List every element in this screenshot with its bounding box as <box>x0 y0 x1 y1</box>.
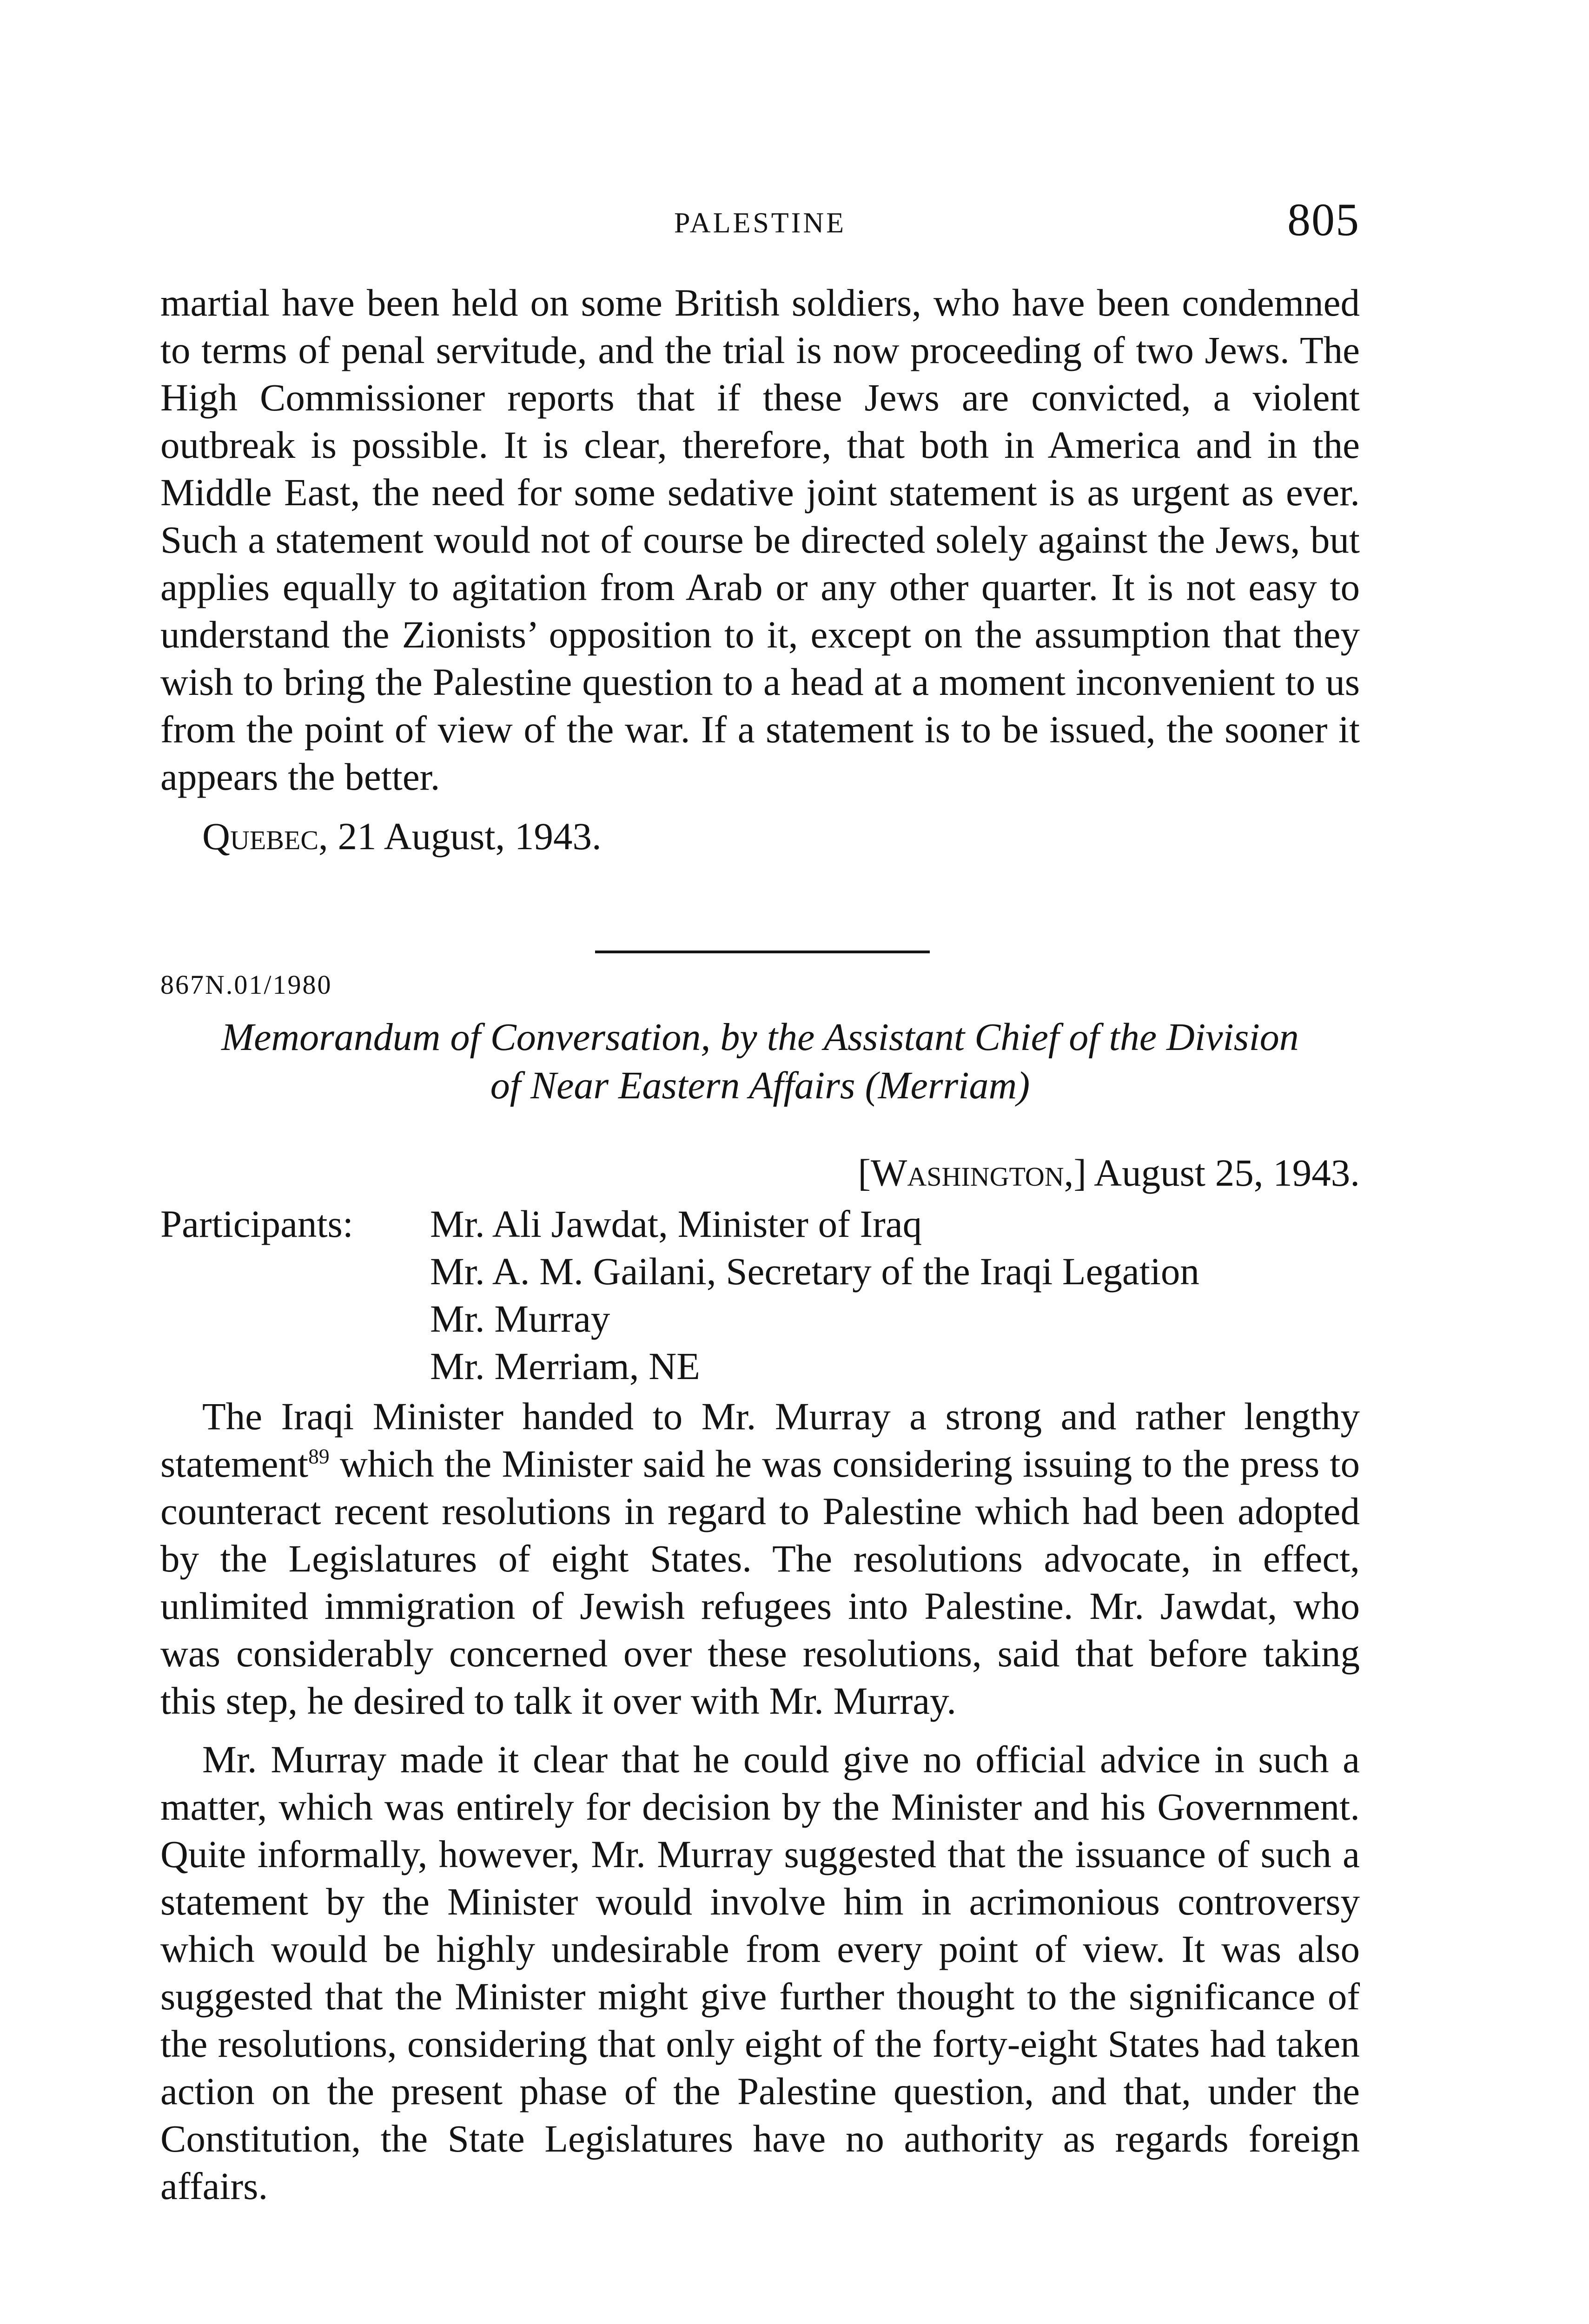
participants-list <box>430 1200 1199 1390</box>
participant-item: Mr. Merriam, NE <box>430 1345 700 1387</box>
participants-label: Participants: <box>160 1202 353 1245</box>
memorandum-title <box>160 1013 1360 1110</box>
memorandum-dateline-date: August 25, 1943. <box>1086 1151 1360 1194</box>
dateline-date: 21 August, 1943. <box>328 815 602 858</box>
section-divider <box>595 951 930 953</box>
memorandum-body <box>160 1393 1360 2210</box>
memorandum-title-line-1: Memorandum of Conversation, by the Assistant Chief of the Division <box>221 1016 1299 1059</box>
participant-item: Mr. A. M. Gailani, Secretary of the Iraqi Legation <box>430 1250 1199 1293</box>
continuation-text <box>160 279 1360 860</box>
dateline-place: Quebec, <box>202 815 328 858</box>
memorandum-paragraph-2: Mr. Murray made it clear that he could give no official advice in such a matter, which was entirely for decision by the Minister and his Government. Quite informally, however, Mr. Murray suggested that the issuance of such a statement by the Minister would involve him in acrimonious controversy which would be highly undesirable from every point of view. It was also suggested that the Minister might give further thought to the significance of the resolutions, considering that only eight of the forty-eight States had taken action on the present phase of the Palestine question, and that, under the Constitution, the State Legislatures have no authority as regards foreign affairs. <box>160 1738 1360 2207</box>
page-number: 805 <box>1287 194 1360 245</box>
continuation-paragraph: martial have been held on some British soldiers, who have been condemned to terms of penal servitude, and the trial is now proceeding of two Jews. The High Commissioner reports that if these Jews are convicted, a violent outbreak is possible. It is clear, therefore, that both in America and in the Middle East, the need for some sedative joint statement is as urgent as ever. Such a statement would not of course be directed solely against the Jews, but applies equally to agitation from Arab or any other quarter. It is not easy to understand the Zionists’ opposition to it, except on the assumption that they wish to bring the Palestine question to a head at a moment inconvenient to us from the point of view of the war. If a statement is to be issued, the sooner it appears the better. <box>160 281 1360 798</box>
running-head-title: PALESTINE <box>674 207 846 239</box>
paragraph-1-text-b: which the Minister said he was considering issuing to the press to counteract recent resolutions in regard to Palestine which had been adopted by the Legislatures of eight States. The resolutions advocate, in effect, unlimited immigration of Jewish refugees into Palestine. Mr. Jawdat, who was considerably concerned over these resolutions, said that before taking this step, he desired to talk it over with Mr. Murray. <box>160 1442 1360 1722</box>
memorandum-paragraph-1 <box>160 1393 1360 1724</box>
document-reference: 867N.01/1980 <box>160 970 332 1000</box>
participant-item: Mr. Ali Jawdat, Minister of Iraq <box>430 1202 922 1245</box>
memorandum-title-line-2: of Near Eastern Affairs (Merriam) <box>490 1064 1030 1107</box>
footnote-reference: 89 <box>308 1444 330 1468</box>
running-header <box>160 193 1360 253</box>
paragraph-1-text-a: The Iraqi Minister handed to Mr. Murray a strong and rather lengthy statement <box>160 1395 1360 1485</box>
memorandum-dateline <box>858 1150 1360 1195</box>
participant-item: Mr. Murray <box>430 1297 610 1340</box>
memorandum-dateline-place: [Washington,] <box>858 1151 1087 1194</box>
continuation-dateline <box>160 812 1360 860</box>
